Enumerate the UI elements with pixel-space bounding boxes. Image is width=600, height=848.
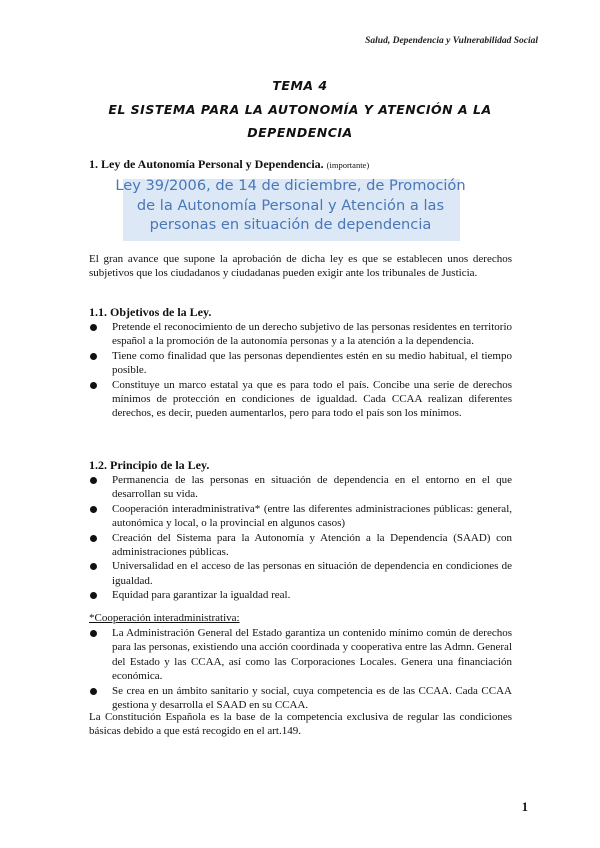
page-number: 1 — [521, 800, 528, 814]
bullet-icon — [90, 688, 97, 695]
list-item-text: Cooperación interadministrativa* (entre las diferentes administraciones públicas: general, autonómica y local, o la provincial en algunos casos) — [112, 502, 512, 530]
list-item-text: Tiene como finalidad que las personas dependientes estén en su medio habitual, el tiempo posible. — [112, 349, 512, 377]
highlight-line-2: de la Autonomía Personal y Atención a las — [136, 196, 445, 214]
list-item — [89, 684, 512, 713]
list-item-text: Se crea en un ámbito sanitario y social, cuya competencia es de las CCAA. Cada CCAA gestiona y desarrolla el SAAD en su CCAA. — [112, 684, 512, 712]
list-item — [89, 559, 512, 588]
list-item-text: La Administración General del Estado garantiza un contenido mínimo común de derechos para las personas, existiendo una acción coordinada y cooperativa entre las Admn. General del Estado y las CCAA, así como las Corporaciones Locales. Genera una financiación económica. — [112, 627, 512, 683]
list-item-text: Pretende el reconocimiento de un derecho subjetivo de las personas residentes en territorio español a la promoción de la autonomía personas y a la atención a la dependencia. — [112, 321, 512, 348]
list-item-text: Permanencia de las personas en situación de dependencia en el entorno en el que desarrollan su vida. — [112, 474, 512, 501]
objectives-list — [89, 320, 512, 421]
section-1-1-heading: 1.1. Objetivos de la Ley. — [89, 305, 212, 319]
highlight-line-1: Ley 39/2006, de 14 de diciembre, de Promoción — [115, 177, 466, 194]
list-item-text: Creación del Sistema para la Autonomía y Atención a la Dependencia (SAAD) con administraciones públicas. — [112, 531, 512, 559]
list-item — [89, 473, 512, 502]
intro-paragraph: El gran avance que supone la aprobación de dicha ley es que se establecen unos derechos subjetivos que los ciudadanos y ciudadanas pueden exigir ante los tribunales de Justicia. — [89, 253, 512, 280]
bullet-icon — [90, 535, 97, 542]
title-line-3: DEPENDENCIA — [247, 125, 353, 140]
title-line-2: EL SISTEMA PARA LA AUTONOMÍA Y ATENCIÓN A LA — [108, 102, 492, 117]
cooperation-heading: *Cooperación interadministrativa: — [89, 612, 240, 624]
bullet-icon — [90, 592, 97, 599]
running-header: Salud, Dependencia y Vulnerabilidad Social — [365, 36, 538, 46]
bullet-icon — [90, 630, 97, 637]
law-highlight-box — [113, 176, 468, 246]
section-1-heading-text: 1. Ley de Autonomía Personal y Dependencia. — [89, 157, 324, 171]
bullet-icon — [90, 506, 97, 513]
bullet-icon — [90, 382, 97, 389]
section-1-note: (importante) — [326, 160, 370, 170]
list-item-text: Equidad para garantizar la igualdad real. — [112, 589, 291, 602]
list-item — [89, 320, 512, 349]
title-line-1: TEMA 4 — [272, 78, 328, 93]
list-item — [89, 588, 512, 602]
list-item-text: Universalidad en el acceso de las personas en situación de dependencia en condiciones de igualdad. — [112, 560, 512, 587]
bullet-icon — [90, 324, 97, 331]
list-item — [89, 531, 512, 560]
cooperation-list — [89, 626, 512, 712]
bullet-icon — [90, 477, 97, 484]
list-item — [89, 349, 512, 378]
list-item-text: Constituye un marco estatal ya que es para todo el país. Concibe una serie de derechos mínimos de protección en condiciones de igualdad. Cada CCAA realizan diferentes derechos, es decir, pueden aumentarlos, pero para todo el país son los mínimos. — [112, 378, 512, 420]
list-item — [89, 626, 512, 684]
principles-list — [89, 473, 512, 603]
bullet-icon — [90, 563, 97, 570]
list-item — [89, 502, 512, 531]
closing-paragraph: La Constitución Española es la base de la competencia exclusiva de regular las condiciones básicas debido a que está recogido en el art.149. — [89, 711, 512, 738]
section-1-2-heading: 1.2. Principio de la Ley. — [89, 458, 210, 472]
section-1-heading — [89, 157, 369, 172]
highlight-line-3: personas en situación de dependencia — [149, 216, 432, 233]
bullet-icon — [90, 353, 97, 360]
list-item — [89, 378, 512, 421]
